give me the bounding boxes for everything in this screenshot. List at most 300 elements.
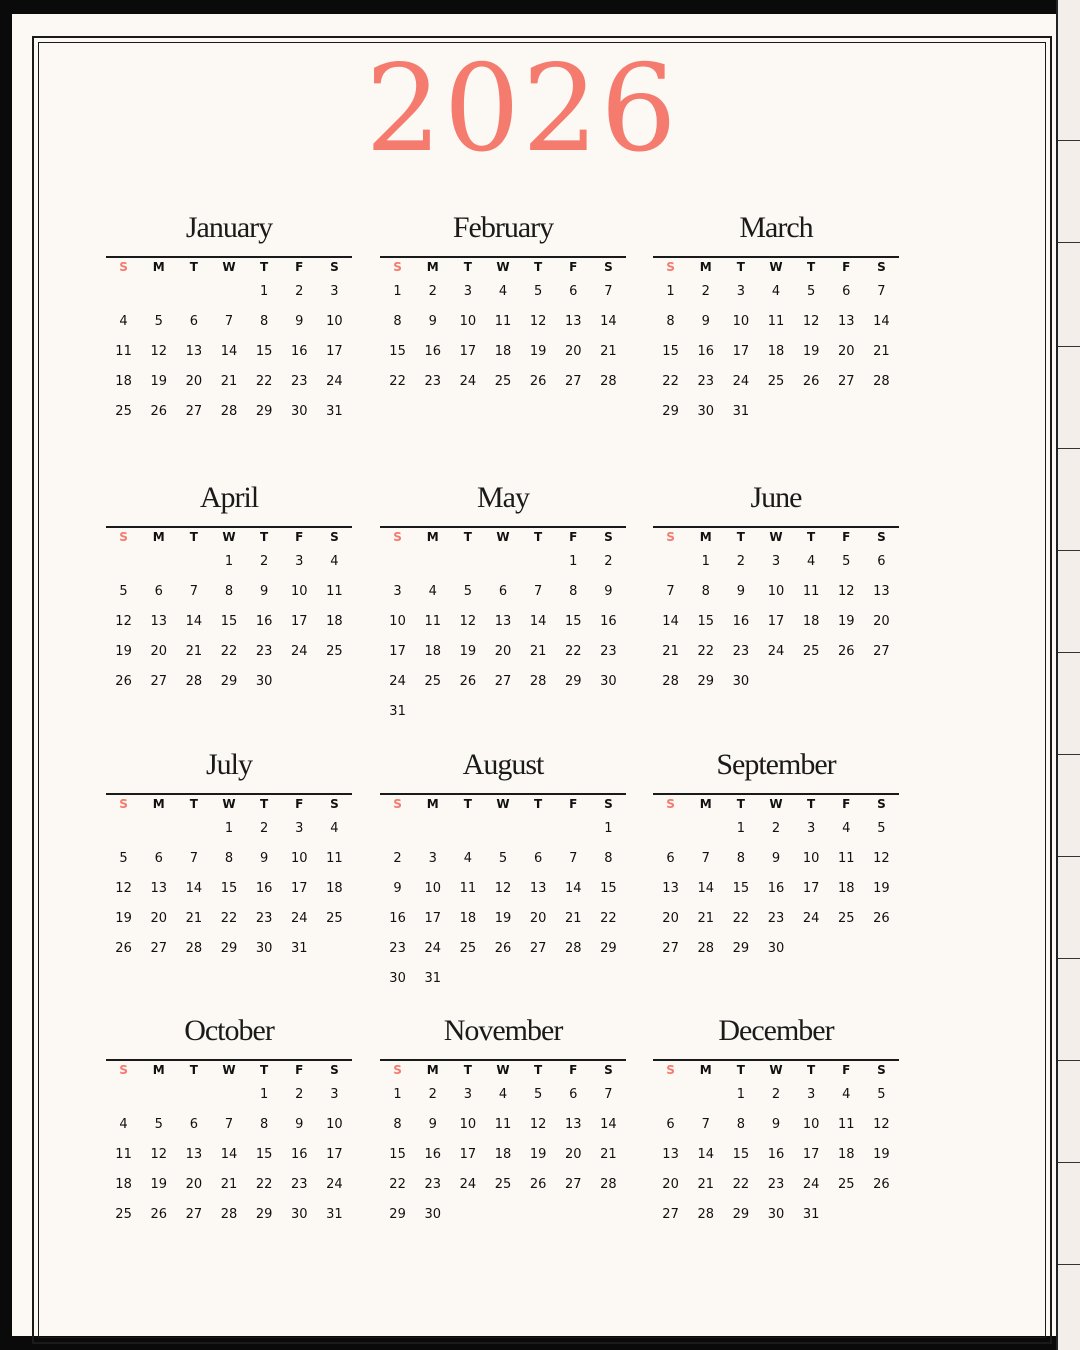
week-row (380, 843, 626, 873)
day-cell: 21 (873, 343, 890, 359)
month-table (653, 528, 899, 696)
weekday-label: S (330, 797, 339, 811)
day-cell: 14 (220, 343, 238, 359)
month-table (380, 1061, 626, 1229)
weekday-header-row (380, 795, 626, 813)
day-cell (758, 666, 793, 696)
weekday-label: W (496, 1063, 510, 1077)
day-cell: 3 (806, 1086, 816, 1102)
day-cell (380, 813, 415, 843)
day-cell (758, 396, 793, 426)
day-cell: 22 (732, 1176, 750, 1192)
week-row (380, 336, 626, 366)
day-cell: 9 (295, 1116, 304, 1132)
day-cell: 2 (393, 850, 402, 866)
day-cell: 21 (662, 643, 679, 659)
day-cell (141, 276, 176, 306)
day-cell: 22 (255, 373, 273, 389)
day-cell: 22 (600, 910, 617, 926)
day-cell: 17 (767, 613, 785, 629)
weekday-label: S (666, 1063, 675, 1077)
day-cell: 24 (389, 673, 406, 689)
weekday-label: T (736, 1063, 745, 1077)
weekday-label: S (604, 260, 613, 274)
day-cell: 4 (119, 1116, 128, 1132)
day-cell: 23 (424, 373, 441, 389)
day-cell: 5 (154, 1116, 163, 1132)
weekday-label: M (699, 1063, 712, 1077)
weekday-label: W (222, 530, 236, 544)
weekday-label: W (769, 797, 783, 811)
weekday-header-row (106, 258, 352, 276)
month-october (106, 1013, 352, 1229)
day-cell (829, 666, 864, 696)
day-cell: 24 (802, 910, 820, 926)
weekday-label: T (736, 260, 745, 274)
day-cell: 12 (150, 1146, 167, 1162)
day-cell: 15 (220, 880, 238, 896)
day-cell: 8 (259, 1116, 269, 1132)
weekday-header-row (380, 528, 626, 546)
day-cell: 20 (150, 910, 167, 926)
weekday-label: T (189, 260, 198, 274)
day-cell: 27 (150, 673, 167, 689)
weekday-label: F (842, 260, 851, 274)
week-row (653, 546, 899, 576)
day-cell: 26 (873, 910, 890, 926)
day-cell: 30 (424, 1206, 441, 1222)
day-cell: 24 (291, 910, 308, 926)
week-row (380, 963, 626, 993)
day-cell: 7 (701, 850, 710, 866)
week-row (653, 276, 899, 306)
day-cell: 14 (873, 313, 890, 329)
weekday-label: S (604, 530, 613, 544)
day-cell: 21 (185, 910, 203, 926)
week-row (106, 546, 352, 576)
day-cell: 17 (389, 643, 406, 659)
day-cell: 2 (428, 1086, 437, 1102)
day-cell: 26 (459, 673, 477, 689)
day-cell: 25 (424, 673, 441, 689)
day-cell (485, 696, 520, 726)
day-cell: 4 (330, 820, 339, 836)
day-cell (282, 666, 317, 696)
day-cell: 2 (771, 1086, 781, 1102)
day-cell: 7 (604, 283, 613, 299)
day-cell: 6 (666, 850, 675, 866)
day-cell: 9 (771, 1116, 781, 1132)
weekday-label: M (426, 260, 439, 274)
day-cell: 29 (732, 940, 750, 956)
day-cell: 5 (533, 1086, 543, 1102)
day-cell: 6 (842, 283, 851, 299)
day-cell: 1 (259, 283, 269, 299)
day-cell: 11 (494, 313, 512, 329)
day-cell: 3 (771, 553, 781, 569)
day-cell: 16 (600, 613, 617, 629)
weekday-label: F (295, 797, 304, 811)
weekday-label: T (463, 260, 472, 274)
weekday-label: S (330, 1063, 339, 1077)
day-cell (521, 696, 556, 726)
day-cell: 12 (459, 613, 477, 629)
day-cell: 21 (697, 1176, 714, 1192)
weekday-label: F (295, 1063, 304, 1077)
day-cell: 30 (600, 673, 617, 689)
day-cell (521, 1199, 556, 1229)
day-cell: 15 (600, 880, 617, 896)
week-row (653, 1109, 899, 1139)
day-cell: 4 (806, 553, 816, 569)
day-cell: 13 (150, 880, 167, 896)
week-row (106, 306, 352, 336)
day-cell: 24 (326, 1176, 343, 1192)
day-cell: 29 (255, 403, 273, 419)
day-cell: 30 (291, 403, 308, 419)
week-row (106, 276, 352, 306)
month-table (106, 258, 352, 426)
weekday-label: W (496, 530, 510, 544)
week-row (380, 903, 626, 933)
day-cell: 11 (115, 1146, 132, 1162)
week-row (106, 606, 352, 636)
day-cell: 1 (393, 1086, 402, 1102)
day-cell (556, 1199, 591, 1229)
day-cell (450, 963, 485, 993)
day-cell: 14 (565, 880, 582, 896)
day-cell: 25 (802, 643, 820, 659)
page-edge-strip (1056, 0, 1080, 1350)
day-cell (653, 546, 688, 576)
day-cell: 6 (189, 313, 198, 329)
day-cell: 28 (220, 403, 238, 419)
weekday-label: T (736, 530, 745, 544)
month-table (380, 528, 626, 726)
month-name: December (718, 1014, 834, 1047)
day-cell: 17 (326, 343, 343, 359)
day-cell: 18 (802, 613, 820, 629)
day-cell: 18 (115, 1176, 132, 1192)
weekday-label: T (463, 1063, 472, 1077)
day-cell (688, 813, 723, 843)
day-cell: 19 (494, 910, 512, 926)
day-cell: 15 (389, 1146, 406, 1162)
day-cell: 29 (697, 673, 714, 689)
month-table (653, 258, 899, 426)
weekday-label: T (807, 260, 816, 274)
day-cell: 13 (662, 1146, 679, 1162)
day-cell (829, 396, 864, 426)
day-cell (176, 546, 211, 576)
week-row (106, 1139, 352, 1169)
day-cell: 11 (326, 850, 343, 866)
day-cell: 11 (115, 343, 132, 359)
day-cell: 17 (326, 1146, 343, 1162)
day-cell: 16 (424, 1146, 441, 1162)
month-name: February (452, 211, 554, 244)
week-row (380, 606, 626, 636)
day-cell: 5 (877, 1086, 886, 1102)
weekday-label: T (189, 530, 198, 544)
day-cell: 24 (424, 940, 441, 956)
day-cell: 5 (498, 850, 508, 866)
day-cell: 6 (666, 1116, 675, 1132)
weekday-label: T (260, 530, 269, 544)
day-cell: 10 (802, 1116, 820, 1132)
weekday-label: F (295, 260, 304, 274)
weekday-label: S (604, 797, 613, 811)
day-cell: 24 (459, 1176, 477, 1192)
week-row (653, 1079, 899, 1109)
day-cell: 29 (732, 1206, 750, 1222)
week-row (106, 1079, 352, 1109)
day-cell: 4 (463, 850, 472, 866)
day-cell: 13 (565, 1116, 582, 1132)
day-cell: 16 (767, 1146, 785, 1162)
week-row (380, 1139, 626, 1169)
day-cell: 12 (115, 880, 132, 896)
day-cell: 13 (529, 880, 547, 896)
week-row (106, 666, 352, 696)
day-cell: 29 (220, 673, 238, 689)
day-cell: 6 (569, 1086, 578, 1102)
day-cell: 8 (259, 313, 269, 329)
day-cell: 25 (459, 940, 477, 956)
day-cell: 10 (291, 850, 308, 866)
day-cell: 23 (697, 373, 714, 389)
day-cell (688, 1079, 723, 1109)
day-cell: 3 (463, 283, 472, 299)
weekday-label: T (463, 797, 472, 811)
weekday-label: T (534, 797, 543, 811)
week-row (106, 843, 352, 873)
day-cell: 6 (498, 583, 508, 599)
day-cell: 7 (877, 283, 886, 299)
day-cell: 29 (389, 1206, 406, 1222)
weekday-label: F (569, 530, 578, 544)
day-cell (106, 546, 141, 576)
day-cell (521, 963, 556, 993)
day-cell (450, 696, 485, 726)
week-row (380, 636, 626, 666)
day-cell: 26 (529, 1176, 547, 1192)
day-cell: 30 (255, 940, 273, 956)
day-cell: 3 (428, 850, 437, 866)
day-cell (317, 933, 352, 963)
day-cell: 24 (459, 373, 477, 389)
day-cell: 23 (291, 1176, 308, 1192)
day-cell: 22 (662, 373, 679, 389)
day-cell: 27 (494, 673, 512, 689)
day-cell: 26 (494, 940, 512, 956)
week-row (380, 366, 626, 396)
week-row (106, 396, 352, 426)
day-cell: 16 (767, 880, 785, 896)
day-cell: 2 (259, 820, 269, 836)
day-cell: 9 (736, 583, 745, 599)
day-cell: 24 (767, 643, 785, 659)
week-row (106, 1199, 352, 1229)
day-cell: 19 (802, 343, 820, 359)
week-row (106, 813, 352, 843)
day-cell: 20 (565, 343, 582, 359)
day-cell (653, 1079, 688, 1109)
week-row (653, 1199, 899, 1229)
week-row (380, 933, 626, 963)
day-cell: 15 (220, 613, 238, 629)
day-cell: 27 (150, 940, 167, 956)
day-cell (829, 933, 864, 963)
weekday-label: M (152, 797, 165, 811)
day-cell: 7 (604, 1086, 613, 1102)
day-cell: 23 (255, 643, 273, 659)
weekday-label: W (496, 797, 510, 811)
day-cell: 2 (428, 283, 437, 299)
day-cell: 13 (185, 343, 203, 359)
weekday-label: F (569, 260, 578, 274)
day-cell: 8 (666, 313, 675, 329)
day-cell (521, 546, 556, 576)
day-cell: 20 (565, 1146, 582, 1162)
day-cell: 16 (291, 343, 308, 359)
month-june (653, 480, 899, 696)
day-cell: 19 (115, 643, 132, 659)
day-cell (556, 696, 591, 726)
month-may (380, 480, 626, 726)
day-cell: 5 (533, 283, 543, 299)
day-cell: 4 (330, 553, 339, 569)
month-table (380, 258, 626, 396)
day-cell: 20 (494, 643, 512, 659)
day-cell: 3 (736, 283, 745, 299)
weekday-label: M (699, 260, 712, 274)
day-cell: 18 (326, 613, 343, 629)
day-cell: 13 (873, 583, 890, 599)
day-cell: 14 (697, 1146, 714, 1162)
weekday-label: M (426, 530, 439, 544)
weekday-label: T (260, 260, 269, 274)
day-cell: 11 (838, 850, 855, 866)
day-cell: 25 (838, 1176, 855, 1192)
weekday-label: M (699, 530, 712, 544)
weekday-label: T (189, 1063, 198, 1077)
day-cell: 22 (565, 643, 582, 659)
day-cell: 15 (732, 880, 750, 896)
day-cell: 1 (604, 820, 613, 836)
day-cell (450, 813, 485, 843)
day-cell: 9 (393, 880, 402, 896)
weekday-label: F (842, 797, 851, 811)
calendar-sheet (12, 14, 1062, 1336)
day-cell: 21 (529, 643, 547, 659)
day-cell: 12 (873, 1116, 890, 1132)
day-cell: 1 (736, 1086, 745, 1102)
day-cell: 5 (842, 553, 851, 569)
day-cell: 7 (224, 313, 234, 329)
day-cell: 6 (154, 850, 163, 866)
day-cell (450, 1199, 485, 1229)
day-cell: 25 (494, 1176, 512, 1192)
month-december (653, 1013, 899, 1229)
day-cell: 18 (326, 880, 343, 896)
day-cell: 19 (838, 613, 855, 629)
week-row (106, 336, 352, 366)
day-cell: 2 (259, 553, 269, 569)
day-cell: 18 (424, 643, 441, 659)
day-cell: 7 (666, 583, 675, 599)
day-cell (380, 546, 415, 576)
month-table (653, 1061, 899, 1229)
week-row (653, 606, 899, 636)
week-row (653, 336, 899, 366)
day-cell: 12 (115, 613, 132, 629)
day-cell: 12 (802, 313, 820, 329)
day-cell: 11 (802, 583, 820, 599)
week-row (380, 276, 626, 306)
day-cell: 23 (600, 643, 617, 659)
day-cell: 10 (459, 1116, 477, 1132)
day-cell: 18 (494, 1146, 512, 1162)
week-row (380, 813, 626, 843)
weekday-label: S (666, 797, 675, 811)
day-cell: 24 (802, 1176, 820, 1192)
day-cell: 16 (697, 343, 714, 359)
day-cell: 23 (389, 940, 406, 956)
day-cell: 22 (255, 1176, 273, 1192)
day-cell: 4 (428, 583, 437, 599)
day-cell: 17 (459, 1146, 477, 1162)
day-cell: 18 (838, 880, 855, 896)
day-cell: 8 (393, 1116, 402, 1132)
week-row (380, 873, 626, 903)
weekday-label: T (807, 1063, 816, 1077)
day-cell: 1 (666, 283, 675, 299)
day-cell: 2 (295, 283, 304, 299)
day-cell: 15 (732, 1146, 750, 1162)
day-cell: 7 (701, 1116, 710, 1132)
day-cell: 8 (604, 850, 613, 866)
day-cell: 17 (291, 613, 308, 629)
weekday-label: W (769, 1063, 783, 1077)
month-november (380, 1013, 626, 1229)
day-cell: 21 (565, 910, 582, 926)
day-cell (106, 813, 141, 843)
day-cell (556, 963, 591, 993)
day-cell: 9 (701, 313, 710, 329)
day-cell: 10 (326, 1116, 343, 1132)
day-cell: 22 (220, 643, 238, 659)
week-row (380, 576, 626, 606)
day-cell (141, 546, 176, 576)
day-cell: 29 (565, 673, 582, 689)
week-row (380, 666, 626, 696)
day-cell (211, 1079, 246, 1109)
day-cell: 1 (224, 553, 234, 569)
day-cell: 21 (697, 910, 714, 926)
day-cell: 31 (732, 403, 750, 419)
day-cell: 22 (697, 643, 714, 659)
day-cell: 5 (119, 583, 128, 599)
day-cell: 14 (185, 880, 203, 896)
day-cell: 15 (662, 343, 679, 359)
weekday-label: W (222, 260, 236, 274)
day-cell: 1 (224, 820, 234, 836)
weekday-label: S (666, 530, 675, 544)
day-cell: 9 (259, 850, 269, 866)
day-cell (211, 276, 246, 306)
month-name: July (205, 748, 252, 781)
